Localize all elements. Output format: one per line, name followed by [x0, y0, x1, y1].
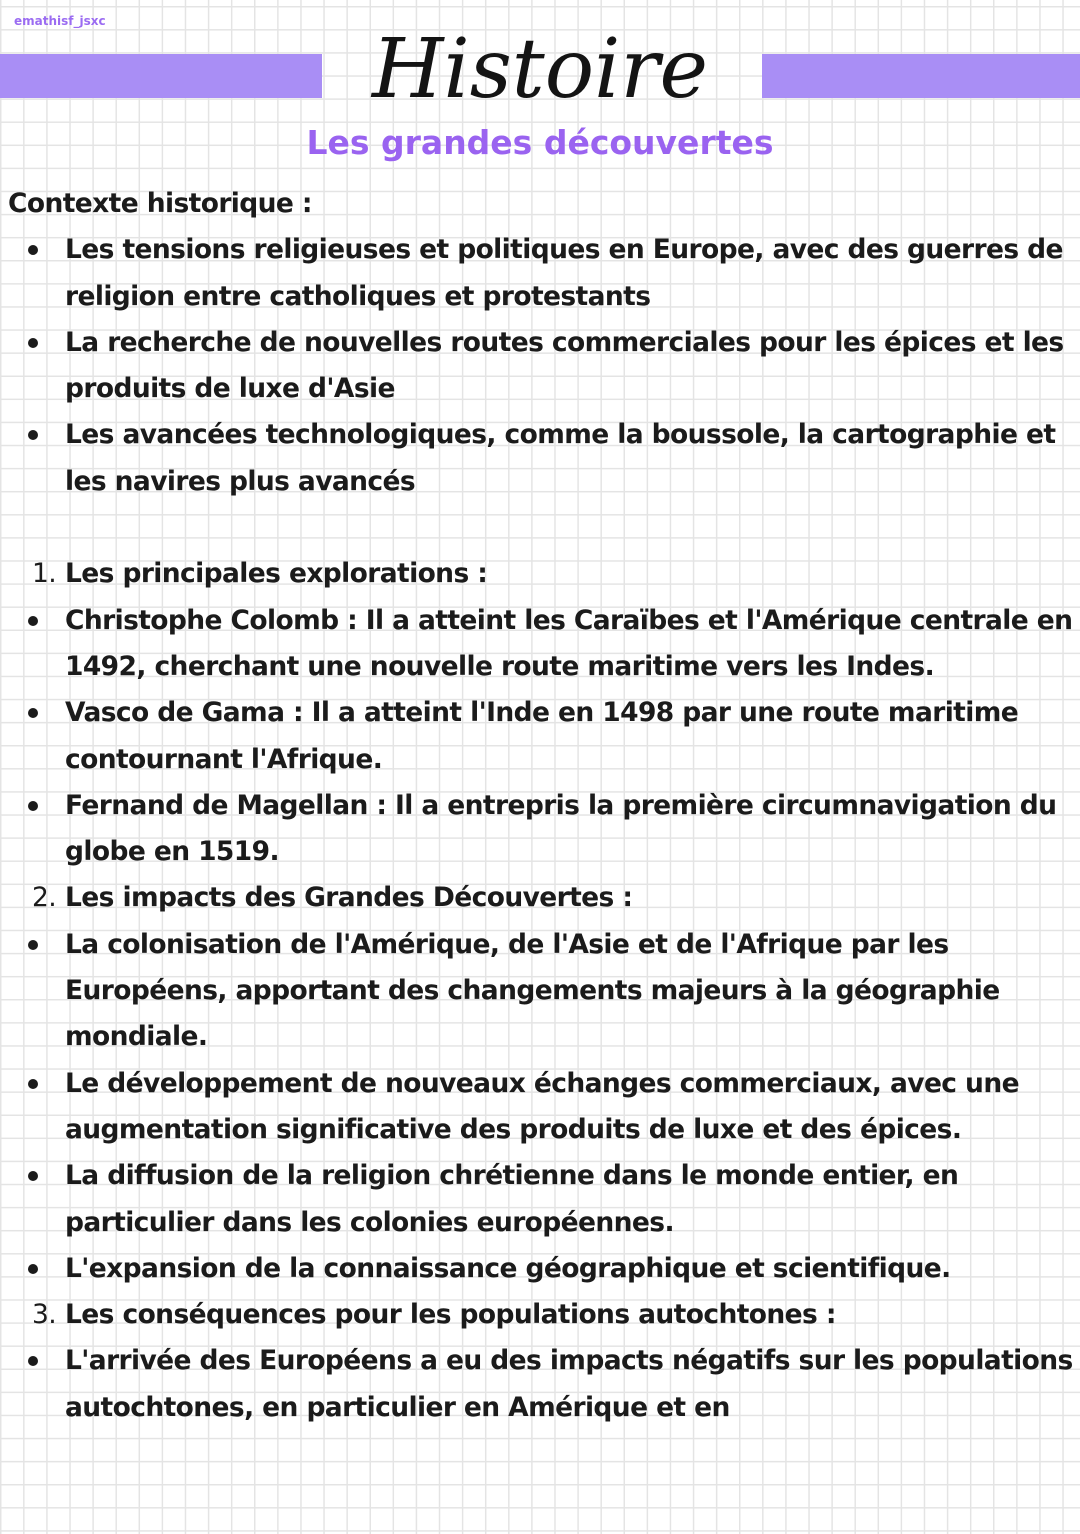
author-watermark: emathisf_jsxc: [14, 14, 106, 28]
bullet-icon: [28, 616, 38, 626]
list-item: Vasco de Gama : Il a atteint l'Inde en 1498 par une route maritime contournant l'Afrique.: [8, 690, 1076, 783]
list-item: Le développement de nouveaux échanges commerciaux, avec une augmentation significative des produits de luxe et des épices.: [8, 1061, 1076, 1154]
list-item: L'arrivée des Européens a eu des impacts négatifs sur les populations autochtones, en particulier en Amérique et en: [8, 1338, 1076, 1431]
list-item: Les tensions religieuses et politiques en Europe, avec des guerres de religion entre catholiques et protestants: [8, 227, 1076, 320]
list-item: Fernand de Magellan : Il a entrepris la première circumnavigation du globe en 1519.: [8, 783, 1076, 876]
list-item: Les avancées technologiques, comme la boussole, la cartographie et les navires plus avancés: [8, 412, 1076, 505]
page-title: Histoire: [371, 22, 709, 117]
section-3-list: [8, 1338, 1076, 1431]
notes-content: [8, 181, 1076, 1431]
bullet-icon: [28, 708, 38, 718]
bullet-icon: [28, 1356, 38, 1366]
bullet-icon: [28, 940, 38, 950]
list-item: La diffusion de la religion chrétienne dans le monde entier, en particulier dans les colonies européennes.: [8, 1153, 1076, 1246]
bullet-icon: [28, 1264, 38, 1274]
list-item: La recherche de nouvelles routes commerciales pour les épices et les produits de luxe d'Asie: [8, 320, 1076, 413]
page-subtitle: Les grandes découvertes: [306, 123, 774, 162]
section-number: 1.: [32, 558, 57, 590]
context-list: [8, 227, 1076, 505]
bullet-icon: [28, 338, 38, 348]
bullet-icon: [28, 1079, 38, 1089]
section-number: 2.: [32, 882, 57, 914]
context-heading: Contexte historique :: [8, 188, 312, 219]
section-1-heading: 1. Les principales explorations :: [8, 551, 1076, 597]
list-item: Christophe Colomb : Il a atteint les Caraïbes et l'Amérique centrale en 1492, cherchant une nouvelle route maritime vers les Indes.: [8, 598, 1076, 691]
section-2-heading: 2. Les impacts des Grandes Découvertes :: [8, 875, 1076, 921]
bullet-icon: [28, 1171, 38, 1181]
section-number: 3.: [32, 1299, 57, 1331]
section-1-list: [8, 598, 1076, 876]
bullet-icon: [28, 801, 38, 811]
list-item: L'expansion de la connaissance géographique et scientifique.: [8, 1246, 1076, 1292]
bullet-icon: [28, 245, 38, 255]
section-3-heading: 3. Les conséquences pour les populations autochtones :: [8, 1292, 1076, 1338]
list-item: La colonisation de l'Amérique, de l'Asie et de l'Afrique par les Européens, apportant des changements majeurs à la géographie mondiale.: [8, 922, 1076, 1061]
bullet-icon: [28, 430, 38, 440]
section-2-list: [8, 922, 1076, 1292]
